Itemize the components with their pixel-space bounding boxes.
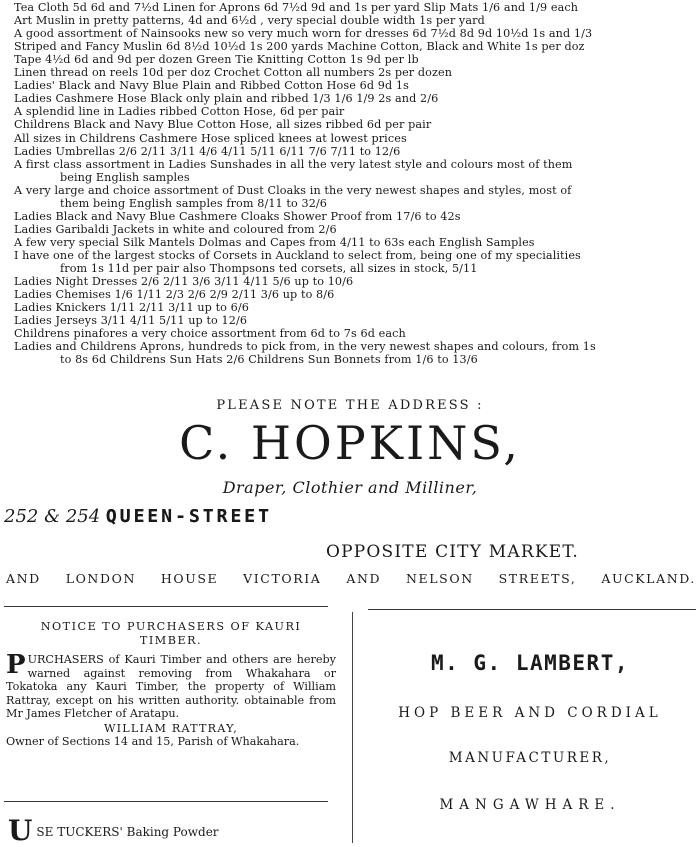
hopkins-street-address — [4, 506, 272, 527]
price-list-line: from 1s 11d per pair also Thompsons ted corsets, all sizes in stock, 5/11 — [60, 262, 478, 275]
left-column-rule — [4, 606, 328, 607]
london-word: VICTORIA — [243, 571, 322, 586]
right-column-rule — [368, 609, 696, 610]
price-list-line: Childrens Black and Navy Blue Cotton Hose, all sizes ribbed 6d per pair — [14, 118, 432, 132]
notice-body: URCHASERS of Kauri Timber and others are hereby warned against removing from Whakahara or Tokatoka any Kauri Timber, the property of William Rattray, except on his written authority. obtainable from Mr James Fletcher of Aratapu. — [6, 653, 336, 720]
tuckers-product: Baking Powder — [126, 825, 219, 839]
price-list-line: A first class assortment in Ladies Sunshades in all the very latest style and colours most of them — [14, 157, 573, 171]
price-list-line: A few very special Silk Mantels Dolmas and Capes from 4/11 to 63s each English Samples — [14, 235, 535, 249]
price-list-line: Childrens pinafores a very choice assortment from 6d to 7s 6d each — [14, 327, 406, 341]
price-list-line: Ladies Jerseys 3/11 4/11 5/11 up to 12/6 — [14, 314, 248, 328]
price-list-line: Ladies Knickers 1/11 2/11 3/11 up to 6/6 — [14, 301, 249, 315]
notice-owner: Owner of Sections 14 and 15, Parish of Whakahara. — [6, 735, 300, 748]
price-list-line: Ladies Cashmere Hose Black only plain and ribbed 1/3 1/6 1/9 2s and 2/6 — [14, 92, 439, 106]
price-list-line: Tea Cloth 5d 6d and 7½d Linen for Aprons 6d 7½d 9d and 1s per yard Slip Mats 1/6 and 1/9 each — [14, 1, 579, 14]
price-list-line: I have one of the largest stocks of Corsets in Auckland to select from, being one of my specialities — [14, 248, 581, 262]
notice-title-line1: NOTICE TO PURCHASERS OF KAURI — [40, 620, 302, 633]
london-word: AND — [346, 571, 382, 586]
london-word: LONDON — [65, 571, 136, 586]
notice-signer: WILLIAM RATTRAY, — [103, 721, 239, 735]
price-list-line: Ladies Umbrellas 2/6 2/11 3/11 4/6 4/11 5/11 6/11 7/6 7/11 to 12/6 — [14, 144, 401, 158]
price-list-line: Ladies Black and Navy Blue Cashmere Cloaks Shower Proof from 17/6 to 42s — [14, 209, 461, 223]
price-list-line: Ladies Night Dresses 2/6 2/11 3/6 3/11 4/11 5/6 up to 10/6 — [14, 275, 354, 289]
kauri-timber-notice — [0, 620, 342, 749]
price-list-line: All sizes in Childrens Cashmere Hose spliced knees at lowest prices — [14, 131, 407, 145]
price-list-line: A splendid line in Ladies ribbed Cotton Hose, 6d per pair — [14, 105, 345, 119]
price-list-line: Ladies Chemises 1/6 1/11 2/3 2/6 2/9 2/11 3/6 up to 8/6 — [14, 288, 335, 302]
price-list-line: Art Muslin in pretty patterns, 4d and 6½d , very special double width 1s per yard — [14, 14, 485, 28]
hopkins-trade: Draper, Clothier and Milliner, — [222, 478, 478, 497]
please-note-heading: PLEASE NOTE THE ADDRESS : — [216, 398, 484, 413]
notice-title-line2: TIMBER. — [139, 633, 203, 647]
tuckers-brand: SE TUCKERS' — [36, 825, 123, 839]
price-list-line: Linen thread on reels 10d per doz Crochet Cotton all numbers 2s per dozen — [14, 66, 453, 80]
tuckers-drop-cap: U — [8, 814, 33, 847]
price-list-line: Tape 4½d 6d and 9d per dozen Green Tie Knitting Cotton 1s 9d per lb — [14, 53, 419, 67]
london-word: NELSON — [406, 571, 474, 586]
price-list-line: A good assortment of Nainsooks new so very much worn for dresses 6d 7½d 8d 9d 10½d 1s and 1/3 — [14, 27, 593, 41]
tuckers-rule — [4, 801, 328, 802]
price-list-line: Striped and Fancy Muslin 6d 8½d 10½d 1s 200 yards Machine Cotton, Black and White 1s per doz — [14, 40, 585, 54]
price-list-line: A very large and choice assortment of Dust Cloaks in the very newest shapes and styles, most of — [14, 183, 572, 197]
lambert-trade-line2: MANUFACTURER, — [448, 750, 612, 766]
london-house-line — [6, 571, 696, 586]
london-word: AUCKLAND. — [601, 571, 696, 586]
price-list-line: Ladies' Black and Navy Blue Plain and Ribbed Cotton Hose 6d 9d 1s — [14, 79, 409, 93]
london-word: AND — [6, 571, 41, 586]
price-list-line: Ladies Garibaldi Jackets in white and coloured from 2/6 — [14, 222, 337, 236]
price-list-line: to 8s 6d Childrens Sun Hats 2/6 Childrens Sun Bonnets from 1/6 to 13/6 — [60, 353, 478, 367]
price-list-line: them being English samples from 8/11 to 32/6 — [60, 196, 328, 210]
street-number: 252 & 254 — [4, 506, 101, 527]
street-name: QUEEN-STREET — [105, 506, 272, 527]
lambert-location: MANGAWHARE. — [439, 797, 621, 813]
london-word: HOUSE — [160, 571, 219, 586]
column-divider — [352, 612, 353, 843]
london-word: STREETS, — [498, 571, 577, 586]
tuckers-advert — [0, 814, 219, 847]
price-list-line: Ladies and Childrens Aprons, hundreds to pick from, in the very newest shapes and colours, from 1s — [14, 340, 596, 354]
lambert-trade-line1: HOP BEER AND CORDIAL — [398, 705, 662, 721]
opposite-city-market: OPPOSITE CITY MARKET. — [326, 542, 579, 562]
lambert-name: M. G. LAMBERT, — [430, 651, 629, 675]
notice-drop-cap: P — [6, 650, 26, 680]
price-list-line: being English samples — [60, 170, 190, 184]
hopkins-name: C. HOPKINS, — [179, 416, 521, 470]
